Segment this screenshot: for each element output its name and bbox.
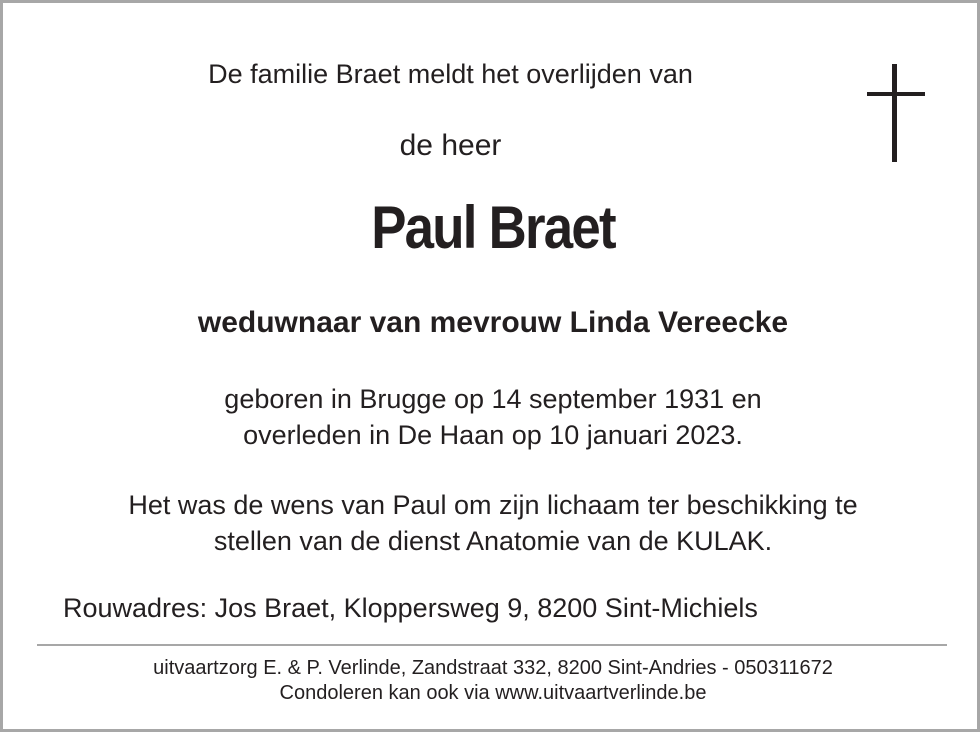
wish-line-2: stellen van de dienst Anatomie van de KULAK. xyxy=(213,526,773,556)
died-line: overleden in De Haan op 10 januari 2023. xyxy=(243,420,743,450)
birth-death-block xyxy=(3,381,980,453)
condolences-line: Condoleren kan ook via www.uitvaartverlinde.be xyxy=(279,682,707,704)
deceased-name: Paul Braet xyxy=(371,194,615,261)
footer-divider xyxy=(37,644,947,646)
mourning-address: Rouwadres: Jos Braet, Kloppersweg 9, 8200 Sint-Michiels xyxy=(63,593,758,623)
salutation-text: de heer xyxy=(399,129,502,162)
born-line: geboren in Brugge op 14 september 1931 en xyxy=(224,384,762,414)
wish-block xyxy=(3,487,980,559)
intro-text: De familie Braet meldt het overlijden van xyxy=(208,59,693,89)
widower-line: weduwnaar van mevrouw Linda Vereecke xyxy=(197,306,789,339)
funeral-home-line: uitvaartzorg E. & P. Verlinde, Zandstraat 332, 8200 Sint-Andries - 050311672 xyxy=(153,657,833,679)
wish-line-1: Het was de wens van Paul om zijn lichaam ter beschikking te xyxy=(128,490,858,520)
